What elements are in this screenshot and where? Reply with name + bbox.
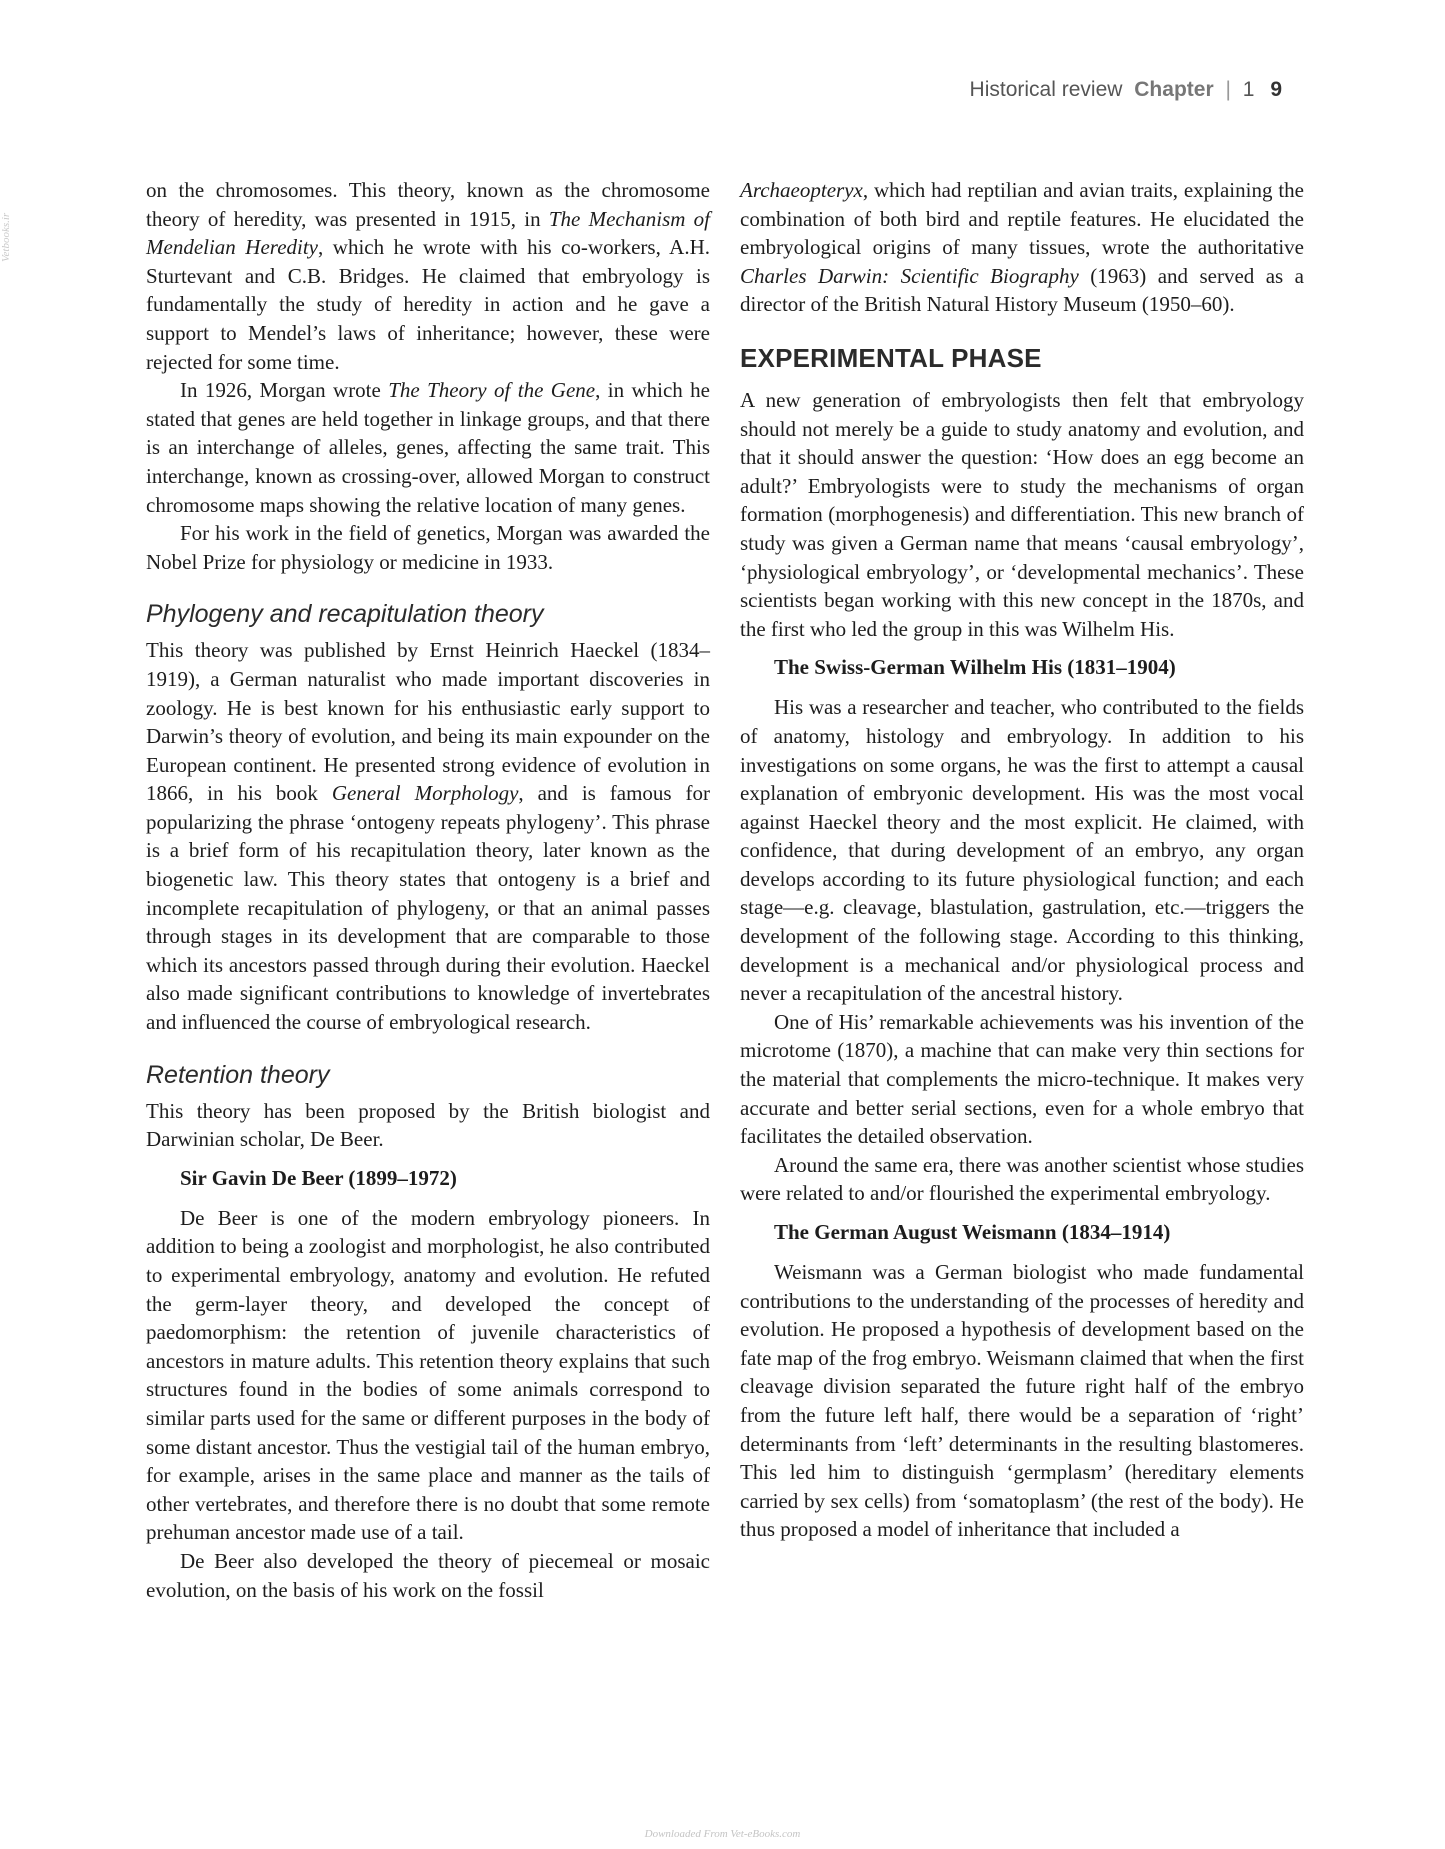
running-head-separator: | — [1225, 78, 1231, 101]
book-title: The Mechanism of Mendelian Heredity — [146, 206, 710, 260]
paragraph: This theory has been proposed by the British biologist and Darwinian scholar, De Beer. — [146, 1098, 710, 1152]
paragraph: Archaeopteryx, which had reptilian and avian traits, explaining the combination of both bird and reptile features. He elucidated the embryological origins of many tissues, wrote the authoritative Charles Darwin: Scientific Biography (1963) and served as a director of the British Natural History Museum (1950–60). — [740, 178, 1304, 317]
book-title: The Theory of the Gene — [388, 378, 596, 403]
person-heading-de-beer: Sir Gavin De Beer (1899–1972) — [180, 1165, 457, 1190]
paragraph: De Beer also developed the theory of piecemeal or mosaic evolution, on the basis of his work on the fossil — [146, 1548, 710, 1602]
paragraph: De Beer is one of the modern embryology pioneers. In addition to being a zoologist and morphologist, he also contributed to experimental embryology, anatomy and evolution. He refuted the germ-layer theory, and developed the concept of paedomorphism: the retention of juvenile characteristics of ancestors in mature adults. This retention theory explains that such structures found in the bodies of some animals correspond to similar parts used for the same or different purposes in the body of some distant ancestor. Thus the vestigial tail of the human embryo, for example, arises in the same place and manner as the tails of other vertebrates, and therefore there is no doubt that some remote prehuman ancestor made use of a tail. — [146, 1205, 710, 1545]
book-title: Charles Darwin: Scientific Biography — [740, 263, 1079, 288]
person-heading-his: The Swiss-German Wilhelm His (1831–1904) — [774, 655, 1176, 680]
taxon-name: Archaeopteryx — [740, 178, 863, 202]
paragraph: on the chromosomes. This theory, known as the chromosome theory of heredity, was presented in 1915, in The Mechanism of Mendelian Heredity, which he wrote with his co-workers, A.H. Sturtevant and C.B. Bridges. He claimed that embryology is fundamentally the study of heredity in action and he gave a support to Mendel’s laws of inheritance; however, these were rejected for some time. — [146, 178, 710, 374]
subsection-heading-retention: Retention theory — [146, 1060, 330, 1089]
footer-watermark: Downloaded From Vet-eBooks.com — [644, 1828, 801, 1840]
running-head-chapter-number: 1 — [1242, 78, 1255, 101]
paragraph: Weismann was a German biologist who made fundamental contributions to the understanding of the processes of heredity and evolution. He proposed a hypothesis of development based on the fate map of the frog embryo. Weismann claimed that when the first cleavage division separated the future right half of the embryo from the future left half, there would be a separation of ‘right’ determinants from ‘left’ determinants in the resulting blastomeres. This led him to distinguish ‘germplasm’ (hereditary elements carried by sex cells) from ‘somatoplasm’ (the rest of the body). He thus proposed a model of inheritance that included a — [740, 1260, 1304, 1542]
paragraph: One of His’ remarkable achievements was his invention of the microtome (1870), a machine that can make very thin sections for the material that complements the micro-technique. It makes very accurate and better serial sections, even for a whole embryo that facilitates the detailed observation. — [740, 1009, 1304, 1149]
paragraph: In 1926, Morgan wrote The Theory of the Gene, in which he stated that genes are held together in linkage groups, and that there is an interchange of alleles, genes, affecting the same trait. This interchange, known as crossing-over, allowed Morgan to construct chromosome maps showing the relative location of many genes. — [146, 378, 710, 517]
book-title: General Morphology — [331, 781, 519, 806]
running-head — [970, 78, 1282, 102]
paragraph: For his work in the field of genetics, Morgan was awarded the Nobel Prize for physiology or medicine in 1933. — [146, 521, 710, 574]
paragraph: A new generation of embryologists then felt that embryology should not merely be a guide to study anatomy and evolution, and that it should answer the question: ‘How does an egg become an adult?’ Embryologists were to study the mechanisms of organ formation (morphogenesis) and differentiation. This new branch of study was given a German name that means ‘causal embryology’, ‘physiological embryology’, or ‘developmental mechanics’. These scientists began working with this new concept in the 1870s, and the first who led the group in this was Wilhelm His. — [740, 387, 1304, 641]
person-heading-weismann: The German August Weismann (1834–1914) — [774, 1220, 1171, 1244]
running-head-section: Historical review — [969, 78, 1123, 101]
subsection-heading-phylogeny: Phylogeny and recapitulation theory — [146, 600, 544, 629]
side-watermark: Vetbooks.ir — [0, 212, 12, 262]
right-column — [740, 176, 1304, 1544]
left-column — [146, 176, 710, 1604]
paragraph: This theory was published by Ernst Heinrich Haeckel (1834–1919), a German naturalist who made important discoveries in zoology. He is best known for his enthusiastic early support to Darwin’s theory of evolution, and being its main expounder on the European continent. He presented strong evidence of evolution in 1866, in his book General Morphology, and is famous for popularizing the phrase ‘ontogeny repeats phylogeny’. This phrase is a brief form of his recapitulation theory, later known as the biogenetic law. This theory states that ontogeny is a brief and incomplete recapitulation of phylogeny, or that an animal passes through stages in its development that are comparable to those which its ancestors passed through during their evolution. Haeckel also made significant contributions to knowledge of invertebrates and influenced the course of embryological research. — [146, 638, 711, 1035]
paragraph: Around the same era, there was another scientist whose studies were related to and/or flourished the experimental embryology. — [740, 1152, 1304, 1206]
page-number: 9 — [1270, 78, 1282, 101]
running-head-chapter-label: Chapter — [1134, 78, 1214, 101]
section-heading-experimental-phase: EXPERIMENTAL PHASE — [740, 342, 1042, 373]
paragraph: His was a researcher and teacher, who contributed to the fields of anatomy, histology and embryology. In addition to his investigations on some organs, he was the first to attempt a causal explanation of embryonic development. His was the most vocal against Haeckel theory and the most explicit. He claimed, with confidence, that during development of an embryo, any organ develops according to its future physiological function; and each stage—e.g. cleavage, blastulation, gastrulation, etc.—triggers the development of the following stage. According to this thinking, development is a mechanical and/or physiological process and never a recapitulation of the ancestral history. — [740, 695, 1304, 1006]
